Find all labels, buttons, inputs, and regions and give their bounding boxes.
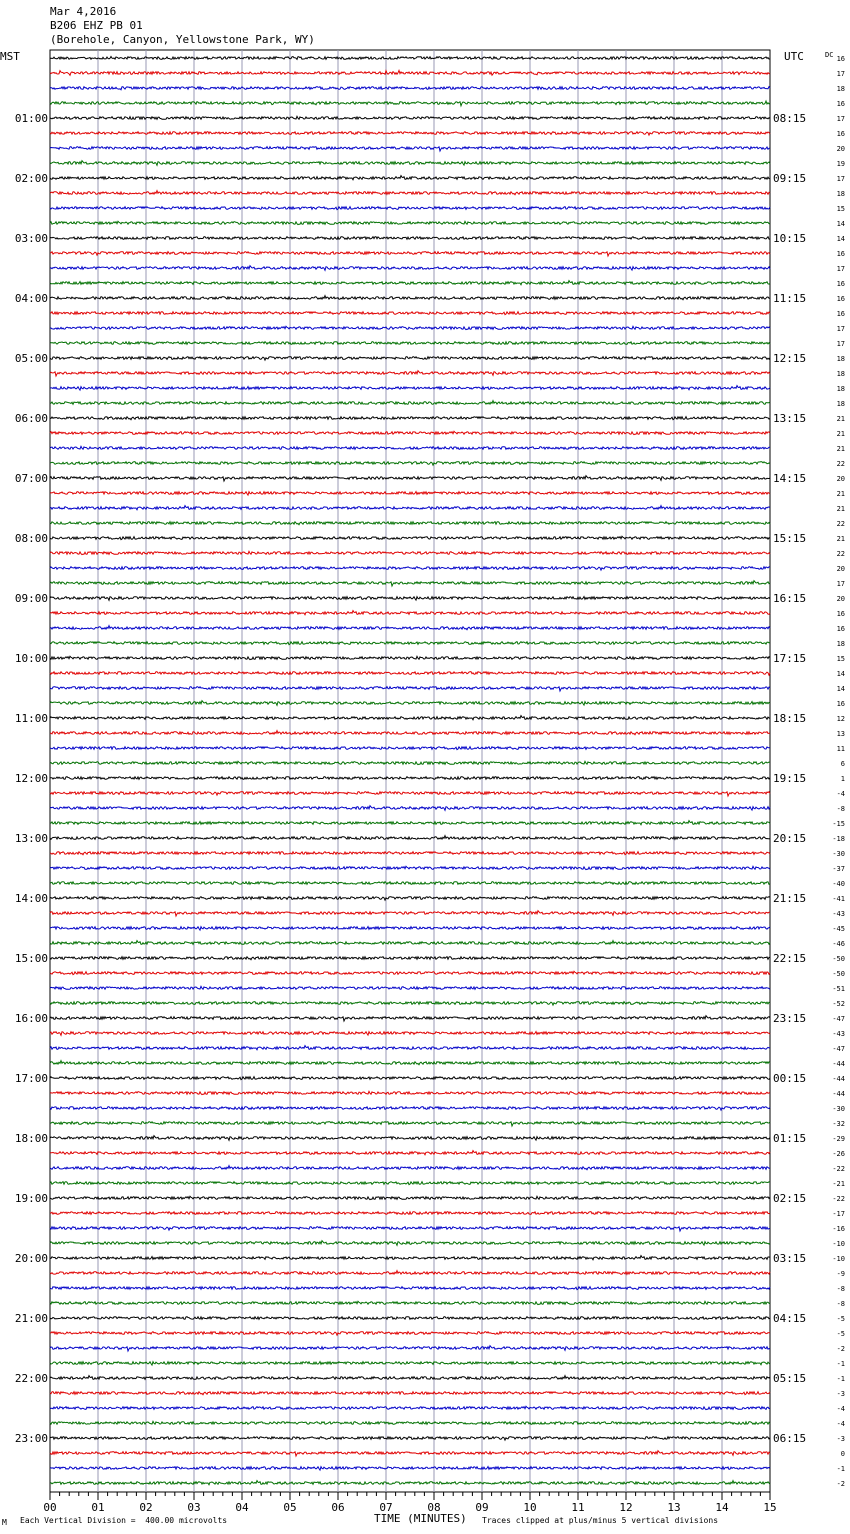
- seismogram-trace: [50, 221, 770, 224]
- x-tick-label: 09: [475, 1501, 489, 1514]
- dc-offset-label: -4: [836, 1405, 845, 1413]
- seismogram-trace: [50, 626, 770, 630]
- seismogram-trace: [50, 401, 770, 405]
- left-hour-label: 05:00: [14, 352, 48, 365]
- dc-offset-label: 16: [836, 610, 845, 618]
- seismogram-trace: [50, 1016, 770, 1021]
- seismogram-trace: [50, 70, 770, 75]
- x-tick-label: 10: [523, 1501, 537, 1514]
- dc-offset-label: -2: [836, 1480, 845, 1488]
- right-hour-label: 16:15: [773, 592, 807, 605]
- dc-offset-label: 1: [840, 775, 845, 783]
- dc-offset-label: -9: [836, 1270, 845, 1278]
- seismogram-trace: [50, 281, 770, 285]
- station-code: B206 EHZ PB 01: [50, 19, 143, 32]
- seismogram-trace: [50, 446, 770, 449]
- seismogram-trace: [50, 1301, 770, 1304]
- seismogram-trace: [50, 957, 770, 960]
- dc-offset-label: -30: [832, 1105, 845, 1113]
- x-axis-title: TIME (MINUTES): [374, 1512, 467, 1525]
- seismogram-trace: [50, 882, 770, 885]
- dc-offset-label: -46: [832, 940, 845, 948]
- seismogram-trace: [50, 761, 770, 764]
- dc-offset-label: -41: [832, 895, 845, 903]
- dc-offset-label: 17: [836, 340, 845, 348]
- dc-offset-label: 14: [836, 685, 845, 693]
- dc-offset-label: 16: [836, 55, 845, 63]
- dc-offset-label: 6: [840, 760, 845, 768]
- dc-offset-label: 16: [836, 295, 845, 303]
- seismogram-trace: [50, 897, 770, 900]
- left-hour-label: 06:00: [14, 412, 48, 425]
- seismogram-trace: [50, 792, 770, 796]
- dc-offset-label: -3: [836, 1390, 845, 1398]
- seismogram-trace: [50, 941, 770, 945]
- left-hour-label: 20:00: [14, 1252, 48, 1265]
- dc-offset-label: -1: [836, 1375, 845, 1383]
- dc-offset-label: 18: [836, 355, 845, 363]
- dc-offset-label: -22: [832, 1165, 845, 1173]
- dc-offset-label: -37: [832, 865, 845, 873]
- right-hour-label: 21:15: [773, 892, 807, 905]
- seismogram-trace: [50, 296, 770, 300]
- seismogram-trace: [50, 1046, 770, 1050]
- seismogram-trace: [50, 821, 770, 825]
- dc-offset-label: 22: [836, 460, 845, 468]
- x-tick-label: 04: [235, 1501, 249, 1514]
- dc-offset-label: -21: [832, 1180, 845, 1188]
- dc-offset-label: 20: [836, 565, 845, 573]
- right-hour-label: 06:15: [773, 1432, 807, 1445]
- left-hour-label: 13:00: [14, 832, 48, 845]
- left-hour-label: 22:00: [14, 1372, 48, 1385]
- right-hour-label: 23:15: [773, 1012, 807, 1025]
- dc-offset-label: 17: [836, 580, 845, 588]
- seismogram-trace: [50, 1362, 770, 1366]
- right-hour-label: 11:15: [773, 292, 807, 305]
- dc-offset-label: 18: [836, 400, 845, 408]
- right-hour-label: 13:15: [773, 412, 807, 425]
- seismogram-trace: [50, 462, 770, 465]
- left-hour-label: 16:00: [14, 1012, 48, 1025]
- dc-offset-label: 17: [836, 70, 845, 78]
- seismogram-trace: [50, 1196, 770, 1199]
- dc-offset-label: 15: [836, 205, 845, 213]
- seismogram-trace: [50, 551, 770, 554]
- right-hour-label: 10:15: [773, 232, 807, 245]
- dc-offset-label: -29: [832, 1135, 845, 1143]
- x-tick-label: 00: [43, 1501, 57, 1514]
- seismogram-trace: [50, 57, 770, 60]
- seismogram-trace: [50, 1227, 770, 1231]
- dc-offset-label: 18: [836, 190, 845, 198]
- dc-offset-label: 16: [836, 700, 845, 708]
- dc-offset-label: 21: [836, 415, 845, 423]
- scale-mark: M: [2, 1518, 7, 1527]
- seismogram-trace: [50, 642, 770, 645]
- dc-offset-label: 14: [836, 220, 845, 228]
- right-hour-label: 00:15: [773, 1072, 807, 1085]
- dc-offset-label: -5: [836, 1315, 845, 1323]
- seismogram-trace: [50, 1032, 770, 1036]
- x-tick-label: 13: [667, 1501, 681, 1514]
- dc-offset-label: -30: [832, 850, 845, 858]
- dc-offset-label: -45: [832, 925, 845, 933]
- right-hour-label: 17:15: [773, 652, 807, 665]
- seismogram-trace: [50, 672, 770, 675]
- right-hour-label: 01:15: [773, 1132, 807, 1145]
- dc-offset-label: 21: [836, 430, 845, 438]
- dc-offset-label: -1: [836, 1360, 845, 1368]
- x-tick-label: 15: [763, 1501, 777, 1514]
- seismogram-trace: [50, 1256, 770, 1260]
- left-timezone-label: MST: [0, 50, 20, 63]
- x-tick-label: 02: [139, 1501, 153, 1514]
- seismogram-trace: [50, 581, 770, 586]
- seismogram-trace: [50, 161, 770, 166]
- dc-offset-label: 13: [836, 730, 845, 738]
- seismogram-trace: [50, 1002, 770, 1005]
- seismogram-trace: [50, 731, 770, 735]
- dc-offset-label: 12: [836, 715, 845, 723]
- dc-offset-label: 16: [836, 130, 845, 138]
- dc-offset-label: 15: [836, 655, 845, 663]
- x-tick-label: 08: [427, 1501, 441, 1514]
- dc-offset-label: 20: [836, 595, 845, 603]
- dc-offset-label: -52: [832, 1000, 845, 1008]
- seismogram-trace: [50, 1136, 770, 1141]
- dc-offset-label: -8: [836, 805, 845, 813]
- seismogram-trace: [50, 611, 770, 615]
- station-location: (Borehole, Canyon, Yellowstone Park, WY): [50, 33, 315, 46]
- seismogram-trace: [50, 911, 770, 916]
- dc-offset-label: -8: [836, 1285, 845, 1293]
- seismogram-trace: [50, 207, 770, 210]
- left-hour-label: 10:00: [14, 652, 48, 665]
- seismogram-trace: [50, 1437, 770, 1440]
- seismogram-trace: [50, 1182, 770, 1185]
- dc-offset-label: -16: [832, 1225, 845, 1233]
- seismogram-trace: [50, 1376, 770, 1380]
- seismogram-trace: [50, 476, 770, 481]
- dc-offset-label: -32: [832, 1120, 845, 1128]
- seismogram-trace: [50, 237, 770, 240]
- seismogram-trace: [50, 522, 770, 525]
- dc-offset-label: 19: [836, 160, 845, 168]
- seismogram-trace: [50, 1451, 770, 1456]
- x-tick-label: 03: [187, 1501, 201, 1514]
- left-hour-label: 18:00: [14, 1132, 48, 1145]
- dc-offset-label: 18: [836, 640, 845, 648]
- seismogram-trace: [50, 866, 770, 869]
- dc-offset-label: -51: [832, 985, 845, 993]
- seismogram-trace: [50, 927, 770, 931]
- dc-offset-label: -44: [832, 1060, 845, 1068]
- dc-offset-label: 16: [836, 100, 845, 108]
- dc-offset-label: -44: [832, 1090, 845, 1098]
- dc-offset-label: -47: [832, 1045, 845, 1053]
- dc-offset-label: -3: [836, 1435, 845, 1443]
- seismogram-trace: [50, 1346, 770, 1351]
- seismogram-trace: [50, 431, 770, 434]
- dc-offset-label: -43: [832, 1030, 845, 1038]
- right-hour-label: 15:15: [773, 532, 807, 545]
- left-hour-label: 02:00: [14, 172, 48, 185]
- dc-offset-label: -17: [832, 1210, 845, 1218]
- dc-offset-label: -26: [832, 1150, 845, 1158]
- left-hour-label: 23:00: [14, 1432, 48, 1445]
- seismogram-trace: [50, 747, 770, 750]
- dc-offset-label: -10: [832, 1255, 845, 1263]
- dc-offset-label: 21: [836, 490, 845, 498]
- record-date: Mar 4,2016: [50, 5, 117, 18]
- dc-offset-label: -1: [836, 1465, 845, 1473]
- dc-offset-label: 21: [836, 445, 845, 453]
- right-hour-label: 18:15: [773, 712, 807, 725]
- seismogram-trace: [50, 1317, 770, 1320]
- plot-frame: [50, 50, 770, 1492]
- seismogram-trace: [50, 101, 770, 106]
- x-tick-label: 12: [619, 1501, 633, 1514]
- seismogram-trace: [50, 176, 770, 180]
- dc-offset-label: 17: [836, 265, 845, 273]
- seismogram-trace: [50, 986, 770, 989]
- x-tick-label: 06: [331, 1501, 345, 1514]
- dc-offset-label: 20: [836, 145, 845, 153]
- seismogram-trace: [50, 147, 770, 151]
- right-hour-label: 03:15: [773, 1252, 807, 1265]
- seismogram-trace: [50, 1392, 770, 1395]
- right-hour-label: 14:15: [773, 472, 807, 485]
- seismogram-trace: [50, 1241, 770, 1246]
- scale-caption: Each Vertical Division = 400.00 microvolts: [20, 1516, 228, 1525]
- right-timezone-label: UTC: [784, 50, 804, 63]
- dc-offset-label: -8: [836, 1300, 845, 1308]
- left-hour-label: 07:00: [14, 472, 48, 485]
- x-tick-label: 14: [715, 1501, 729, 1514]
- left-hour-label: 01:00: [14, 112, 48, 125]
- seismogram-trace: [50, 656, 770, 659]
- left-hour-label: 04:00: [14, 292, 48, 305]
- dc-label: DC: [825, 51, 834, 59]
- right-hour-label: 20:15: [773, 832, 807, 845]
- seismogram-trace: [50, 1151, 770, 1155]
- dc-offset-label: 17: [836, 175, 845, 183]
- dc-offset-label: 17: [836, 115, 845, 123]
- seismogram-trace: [50, 1212, 770, 1215]
- dc-offset-label: 16: [836, 625, 845, 633]
- seismogram-trace: [50, 342, 770, 345]
- dc-offset-label: 18: [836, 370, 845, 378]
- dc-offset-label: 0: [840, 1450, 845, 1458]
- seismogram-trace: [50, 371, 770, 376]
- x-tick-label: 11: [571, 1501, 585, 1514]
- seismogram-trace: [50, 417, 770, 420]
- seismogram-trace: [50, 701, 770, 706]
- dc-offset-label: -50: [832, 970, 845, 978]
- dc-offset-label: 18: [836, 385, 845, 393]
- dc-offset-label: -10: [832, 1240, 845, 1248]
- dc-offset-label: -5: [836, 1330, 845, 1338]
- right-hour-label: 05:15: [773, 1372, 807, 1385]
- seismogram-trace: [50, 536, 770, 539]
- dc-offset-label: 16: [836, 310, 845, 318]
- dc-offset-label: 22: [836, 550, 845, 558]
- seismogram-trace: [50, 312, 770, 315]
- seismogram-trace: [50, 492, 770, 496]
- seismogram-trace: [50, 506, 770, 510]
- left-hour-label: 21:00: [14, 1312, 48, 1325]
- seismogram-trace: [50, 386, 770, 391]
- dc-offset-label: -15: [832, 820, 845, 828]
- left-hour-label: 11:00: [14, 712, 48, 725]
- left-hour-label: 17:00: [14, 1072, 48, 1085]
- dc-offset-label: 17: [836, 325, 845, 333]
- x-tick-label: 05: [283, 1501, 297, 1514]
- seismogram-trace: [50, 191, 770, 195]
- right-hour-label: 09:15: [773, 172, 807, 185]
- left-hour-label: 12:00: [14, 772, 48, 785]
- dc-offset-label: -50: [832, 955, 845, 963]
- seismogram-trace: [50, 132, 770, 135]
- dc-offset-label: 14: [836, 670, 845, 678]
- clipping-caption: Traces clipped at plus/minus 5 vertical divisions: [482, 1516, 719, 1525]
- seismogram-trace: [50, 266, 770, 271]
- left-hour-label: 15:00: [14, 952, 48, 965]
- dc-offset-label: -44: [832, 1075, 845, 1083]
- seismogram-trace: [50, 971, 770, 974]
- dc-offset-label: -43: [832, 910, 845, 918]
- right-hour-label: 04:15: [773, 1312, 807, 1325]
- seismogram-trace: [50, 1061, 770, 1065]
- dc-offset-label: 22: [836, 520, 845, 528]
- seismogram-trace: [50, 1467, 770, 1471]
- dc-offset-label: -4: [836, 790, 845, 798]
- seismogram-trace: [50, 1287, 770, 1290]
- left-hour-label: 03:00: [14, 232, 48, 245]
- right-hour-label: 22:15: [773, 952, 807, 965]
- x-tick-label: 01: [91, 1501, 105, 1514]
- dc-offset-label: 14: [836, 235, 845, 243]
- dc-offset-label: -18: [832, 835, 845, 843]
- dc-offset-label: 20: [836, 475, 845, 483]
- dc-offset-label: -4: [836, 1420, 845, 1428]
- dc-offset-label: -47: [832, 1015, 845, 1023]
- seismogram-trace: [50, 597, 770, 601]
- seismogram-trace: [50, 836, 770, 840]
- dc-offset-label: 11: [836, 745, 845, 753]
- left-hour-label: 19:00: [14, 1192, 48, 1205]
- left-hour-label: 14:00: [14, 892, 48, 905]
- seismogram-trace: [50, 1122, 770, 1126]
- left-hour-label: 09:00: [14, 592, 48, 605]
- seismogram-trace: [50, 1271, 770, 1275]
- seismogram-trace: [50, 716, 770, 720]
- dc-offset-label: -22: [832, 1195, 845, 1203]
- right-hour-label: 02:15: [773, 1192, 807, 1205]
- seismogram-trace: [50, 1481, 770, 1485]
- seismogram-trace: [50, 326, 770, 329]
- right-hour-label: 08:15: [773, 112, 807, 125]
- seismogram-trace: [50, 1166, 770, 1170]
- seismogram-trace: [50, 116, 770, 119]
- dc-offset-label: -2: [836, 1345, 845, 1353]
- seismogram-trace: [50, 1107, 770, 1110]
- seismogram-trace: [50, 1332, 770, 1335]
- dc-offset-label: 21: [836, 535, 845, 543]
- seismogram-trace: [50, 852, 770, 855]
- left-hour-label: 08:00: [14, 532, 48, 545]
- right-hour-label: 19:15: [773, 772, 807, 785]
- seismogram-trace: [50, 357, 770, 360]
- x-tick-label: 07: [379, 1501, 393, 1514]
- dc-offset-label: 16: [836, 250, 845, 258]
- seismogram-trace: [50, 687, 770, 691]
- dc-offset-label: 18: [836, 85, 845, 93]
- seismogram-trace: [50, 777, 770, 780]
- dc-offset-label: -40: [832, 880, 845, 888]
- seismogram-trace: [50, 252, 770, 256]
- right-hour-label: 12:15: [773, 352, 807, 365]
- seismogram-trace: [50, 87, 770, 90]
- dc-offset-label: 16: [836, 280, 845, 288]
- dc-offset-label: 21: [836, 505, 845, 513]
- seismogram-trace: [50, 1421, 770, 1424]
- seismogram-trace: [50, 806, 770, 811]
- seismogram-trace: [50, 1406, 770, 1409]
- seismogram-trace: [50, 1091, 770, 1094]
- seismogram-trace: [50, 567, 770, 570]
- seismogram-trace: [50, 1076, 770, 1079]
